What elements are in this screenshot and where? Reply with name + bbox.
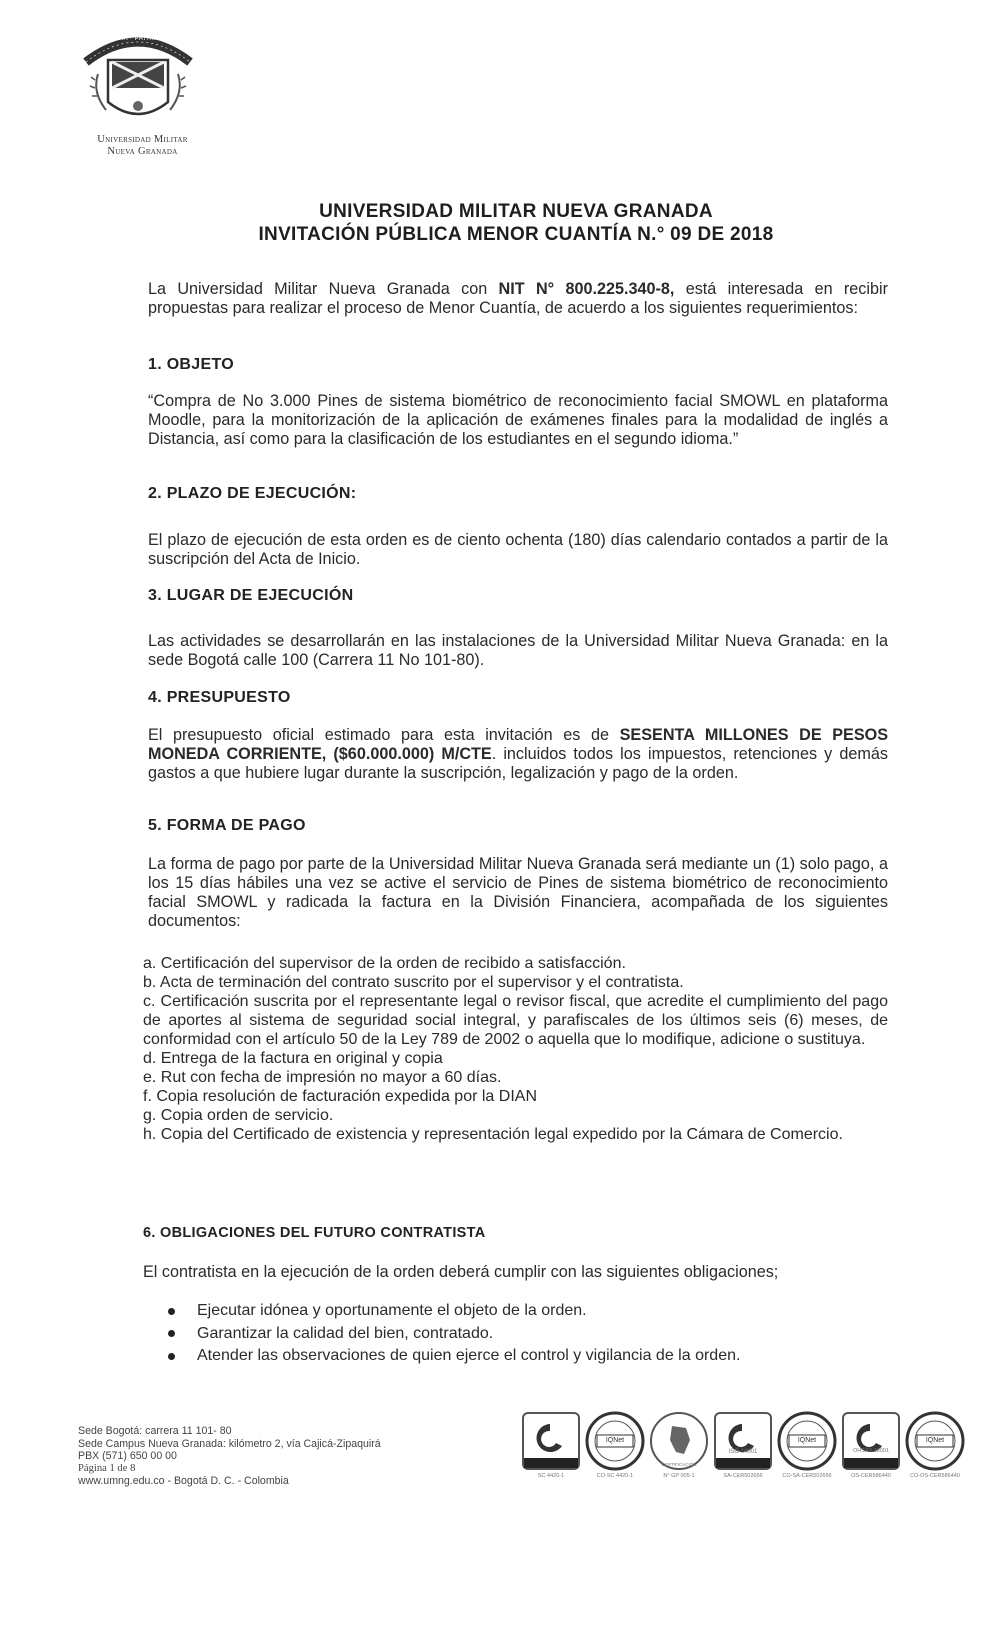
- section-5-text: La forma de pago por parte de la Universidad Militar Nueva Granada será mediante un (1) solo pago, a los 15 días hábiles una vez se active el servicio de Pines de sistema biométrico de reconocimiento facial SMOWL y radicada la factura en la División Financiera, acompañada de los siguientes documentos:: [148, 855, 888, 930]
- obligations-list: [168, 1300, 868, 1368]
- list-item-text: Atender las observaciones de quien ejerce el control y vigilancia de la orden.: [197, 1347, 741, 1365]
- section-3-heading: 3. LUGAR DE EJECUCIÓN: [148, 587, 354, 604]
- section-2-heading: 2. PLAZO DE EJECUCIÓN:: [148, 485, 357, 502]
- icontec-iso9001-seal: [520, 1410, 582, 1477]
- certification-logos: [520, 1410, 975, 1480]
- cert-code: OS-CER586440: [851, 1473, 891, 1479]
- list-item: g. Copia orden de servicio.: [143, 1107, 334, 1124]
- logo-motto: SCIENTIA · PATRIA · FAMILIA: [96, 36, 192, 42]
- list-item: [168, 1300, 868, 1323]
- icontec-iso14001-seal: [712, 1410, 774, 1477]
- list-item: e. Rut con fecha de impresión no mayor a 60 días.: [143, 1069, 502, 1086]
- cert-label: OHSAS 18001: [852, 1448, 890, 1454]
- intro-nit: NIT N° 800.225.340-8,: [498, 280, 675, 298]
- list-item: c. Certificación suscrita por el representante legal o revisor fiscal, que acredite el cumplimiento del pago de aportes al sistema de seguridad social integral, y parafiscales de los últimos seis (6) meses, de conformidad con el artículo 50 de la Ley 789 de 2002 o aquella que lo modifique, adicione o sustituya.: [143, 993, 888, 1048]
- list-item-text: Garantizar la calidad del bien, contratado.: [197, 1324, 494, 1342]
- footer-contact: [78, 1425, 438, 1488]
- cert-label: ISO 9001: [538, 1454, 564, 1460]
- list-item: a. Certificación del supervisor de la orden de recibido a satisfacción.: [143, 955, 626, 972]
- cert-label: IQNet: [797, 1437, 817, 1444]
- budget-text-pre: El presupuesto oficial estimado para esta invitación es de: [148, 726, 620, 744]
- document-title: UNIVERSIDAD MILITAR NUEVA GRANADA: [319, 201, 713, 222]
- colombia-map-seal: [648, 1410, 710, 1477]
- list-item-text: Ejecutar idónea y oportunamente el objeto de la orden.: [197, 1302, 587, 1320]
- section-4-heading: 4. PRESUPUESTO: [148, 689, 291, 706]
- intro-paragraph: [148, 280, 888, 318]
- section-3-text: Las actividades se desarrollarán en las instalaciones de la Universidad Militar Nueva Granada: en la sede Bogotá calle 100 (Carrera 11 No 101-80).: [148, 632, 888, 669]
- cert-code: N° GP 005-1: [663, 1473, 695, 1479]
- list-item: f. Copia resolución de facturación expedida por la DIAN: [143, 1088, 537, 1105]
- section-1-heading: 1. OBJETO: [148, 356, 234, 373]
- footer-website: www.umng.edu.co - Bogotá D. C. - Colombia: [78, 1475, 289, 1488]
- cert-code: SA-CER502656: [723, 1473, 763, 1479]
- budget-amount: SESENTA MILLONES DE PESOS MONEDA CORRIENTE, ($60.000.000) M/CTE: [148, 726, 889, 763]
- list-item: b. Acta de terminación del contrato suscrito por el supervisor y el contratista.: [143, 974, 684, 991]
- iqnet-seal: [584, 1410, 646, 1477]
- icontec-ohsas-seal: [840, 1410, 902, 1477]
- university-name-line2: Nueva Granada: [107, 146, 178, 157]
- cert-label: CERTIFICACIÓN: [661, 1462, 697, 1467]
- document-subtitle: INVITACIÓN PÚBLICA MENOR CUANTÍA N.° 09 DE 2018: [258, 224, 774, 245]
- section-1-text: “Compra de No 3.000 Pines de sistema biométrico de reconocimiento facial SMOWL en plataforma Moodle, para la monitorización de la aplicación de exámenes finales para la modalidad de inglés a Distancia, así como para la clasificación de los estudiantes en el segundo idioma.”: [148, 392, 888, 448]
- intro-text-pre: La Universidad Militar Nueva Granada con: [148, 280, 499, 298]
- list-item: h. Copia del Certificado de existencia y representación legal expedido por la Cámara de Comercio.: [143, 1126, 843, 1143]
- bullet-icon: [168, 1353, 175, 1360]
- payment-documents-list: [143, 954, 888, 1144]
- cert-label: IQNet: [605, 1437, 625, 1444]
- bullet-icon: [168, 1330, 175, 1337]
- cert-code: CO-SC 4420-1: [596, 1473, 634, 1479]
- list-item: d. Entrega de la factura en original y copia: [143, 1050, 443, 1067]
- cert-label: ISO 14001: [728, 1449, 758, 1455]
- section-6-heading: 6. OBLIGACIONES DEL FUTURO CONTRATISTA: [143, 1225, 486, 1241]
- cert-label: IQNet: [925, 1437, 945, 1444]
- intro-text-post: está interesada en recibir propuestas para realizar el proceso de Menor Cuantía, de acuerdo a los siguientes requerimientos:: [148, 280, 888, 317]
- section-4-text: [148, 726, 888, 783]
- page-number: Página 1 de 8: [78, 1462, 136, 1474]
- section-2-text: El plazo de ejecución de esta orden es de ciento ochenta (180) días calendario contados a partir de la suscripción del Acta de Inicio.: [148, 531, 888, 568]
- footer-address-campus: Sede Campus Nueva Granada: kilómetro 2, vía Cajicá-Zipaquirá: [78, 1437, 381, 1450]
- university-name: [80, 134, 205, 158]
- cert-code: CO-SA-CER502656: [782, 1473, 832, 1479]
- footer-phone: PBX (571) 650 00 00: [78, 1450, 177, 1463]
- iqnet-seal: [776, 1410, 838, 1477]
- section-6-text: El contratista en la ejecución de la orden deberá cumplir con las siguientes obligaciones;: [143, 1263, 779, 1281]
- iqnet-seal: [904, 1410, 966, 1477]
- cert-code: CO-OS-CER586440: [910, 1473, 960, 1479]
- bullet-icon: [168, 1308, 175, 1315]
- list-item: [168, 1323, 868, 1346]
- university-name-line1: Universidad Militar: [97, 134, 188, 145]
- budget-text-post: . incluidos todos los impuestos, retenciones y demás gastos a que hubiere lugar durante la suscripción, legalización y pago de la orden.: [148, 745, 888, 782]
- list-item: [168, 1345, 868, 1368]
- footer-address-bogota: Sede Bogotá: carrera 11 101- 80: [78, 1425, 232, 1437]
- section-5-heading: 5. FORMA DE PAGO: [148, 817, 306, 834]
- cert-code: SC 4420-1: [537, 1473, 565, 1479]
